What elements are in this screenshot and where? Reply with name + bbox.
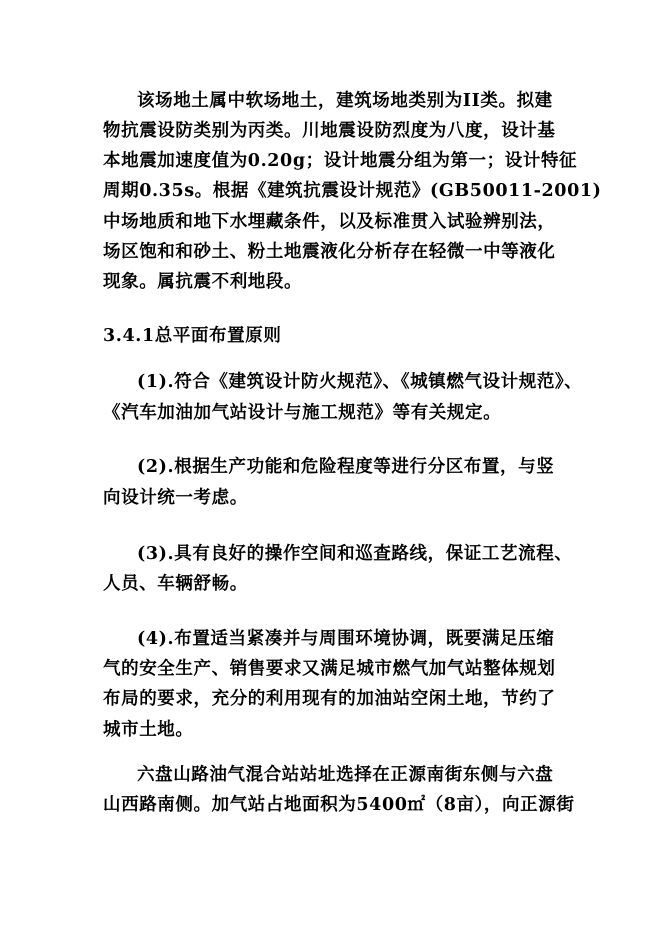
section-heading: 3.4.1总平面布置原则: [103, 326, 282, 346]
item-2-line-1: (2).根据生产功能和危险程度等进行分区布置，与竖: [137, 457, 555, 477]
paragraph-2-line-2: 山西路南侧。加气站占地面积为5400㎡（8亩），向正源街: [103, 795, 575, 815]
paragraph-1-line-4: 周期0.35s。根据《建筑抗震设计规范》(GB50011-2001): [103, 181, 602, 201]
item-4-line-2: 气的安全生产、销售要求又满足城市燃气加气站整体规划: [103, 659, 556, 679]
item-3-line-1: (3).具有良好的操作空间和巡查路线，保证工艺流程、: [137, 544, 573, 564]
paragraph-1-line-3: 本地震加速度值为0.20g；设计地震分组为第一；设计特征: [103, 151, 578, 171]
item-4-line-4: 城市土地。: [103, 720, 194, 740]
item-3-line-2: 人员、车辆舒畅。: [103, 574, 248, 594]
paragraph-1-line-6: 场区饱和和砂土、粉土地震液化分析存在轻微一中等液化: [103, 242, 556, 262]
item-1-line-2: 《汽车加油加气站设计与施工规范》等有关规定。: [103, 403, 502, 423]
paragraph-1-line-1: 该场地土属中软场地土，建筑场地类别为II类。拟建: [137, 91, 553, 111]
paragraph-1-line-2: 物抗震设防类别为丙类。川地震设防烈度为八度，设计基: [103, 121, 556, 141]
paragraph-1-line-5: 中场地质和地下水埋藏条件，以及标准贯入试验辨别法，: [103, 212, 556, 232]
paragraph-1-line-7: 现象。属抗震不利地段。: [103, 272, 303, 292]
paragraph-2-line-1: 六盘山路油气混合站站址选择在正源南街东侧与六盘: [137, 765, 554, 785]
item-4-line-1: (4).布置适当紧凑并与周围环境协调，既要满足压缩: [137, 629, 555, 649]
item-4-line-3: 布局的要求，充分的利用现有的加油站空闲土地，节约了: [103, 689, 556, 709]
item-2-line-2: 向设计统一考虑。: [103, 488, 248, 508]
item-1-line-1: (1).符合《建筑设计防火规范》、《城镇燃气设计规范》、: [137, 372, 583, 392]
